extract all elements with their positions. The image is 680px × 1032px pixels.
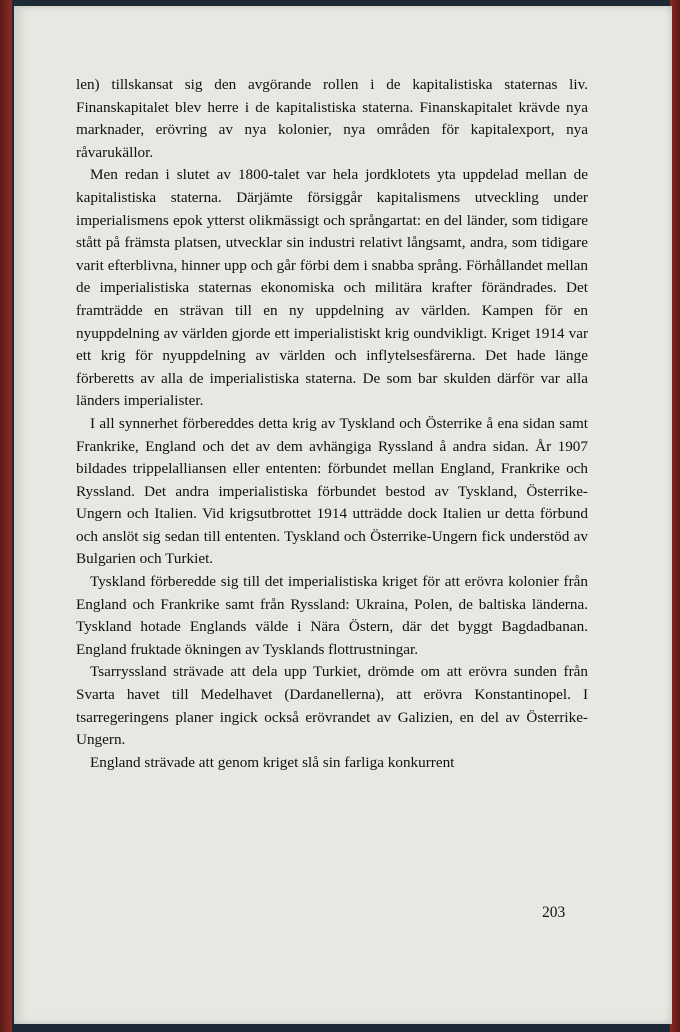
book-page (14, 6, 672, 1024)
book-edge-left (0, 0, 12, 1032)
paragraph: I all synnerhet förbereddes detta krig av Tyskland och Österrike å ena sidan samt Frankrike, England och det av dem avhängiga Ryssland å andra sidan. År 1907 bildades trippelalliansen eller ententen: förbundet mellan England, Frankrike och Ryssland. Det andra imperialistiska förbundet bestod av Tyskland, Österrike-Ungern och Italien. Vid krigsutbrottet 1914 utträdde dock Italien ur detta förbund och anslöt sig sedan till ententen. Tyskland och Österrike-Ungern fick understöd av Bulgarien och Turkiet. (76, 414, 588, 568)
paragraph: Tsarryssland strävade att dela upp Turkiet, drömde om att erövra sunden från Svarta havet till Medelhavet (Dardanellerna), att erövra Konstantinopel. I tsarregeringens planer ingick också erövrandet av Galizien, en del av Österrike-Ungern. (76, 663, 588, 749)
paragraph: Tyskland förberedde sig till det imperialistiska kriget för att erövra kolonier från England och Frankrike samt från Ryssland: Ukraina, Polen, de baltiska länderna. Tyskland hotade Englands välde i Nära Östern, där det byggt Bagdadbanan. England fruktade ökningen av Tysklands flottrustningar. (76, 573, 588, 658)
page-number: 203 (542, 904, 566, 921)
paragraph: England strävade att genom kriget slå sin farliga konkurrent (90, 753, 455, 771)
paragraph-continuation: len) tillskansat sig den avgörande rollen i de kapitalistiska staternas liv. Finanskapitalet blev herre i de kapitalistiska staterna. Finanskapitalet krävde nya marknader, erövring av nya kolonier, nya områden för kapitalexport, nya råvarukällor. (76, 76, 588, 161)
paragraph: Men redan i slutet av 1800-talet var hela jordklotets yta uppdelad mellan de kapitalistiska staterna. Därjämte försiggår kapitalismens utveckling under imperialismens epok ytterst olikmässigt och språngartat: en del länder, som tidigare stått på främsta platsen, utvecklar sin industri relativt långsamt, andra, som tidigare varit efterblivna, hinner upp och går förbi dem i snabba språng. Förhållandet mellan de imperialistiska staternas ekonomiska och militära krafter förändrades. Det framträdde en strävan till en ny uppdelning av världen. Kampen för en nyuppdelning av världen gjorde ett imperialistiskt krig oundvikligt. Kriget 1914 var ett krig för nyuppdelning av världen och inflytelsesfärerna. Det hade länge förberetts av alla de imperialistiska staterna. De som bar skulden därför var alla länders imperialister. (76, 166, 588, 410)
body-text (76, 74, 588, 774)
